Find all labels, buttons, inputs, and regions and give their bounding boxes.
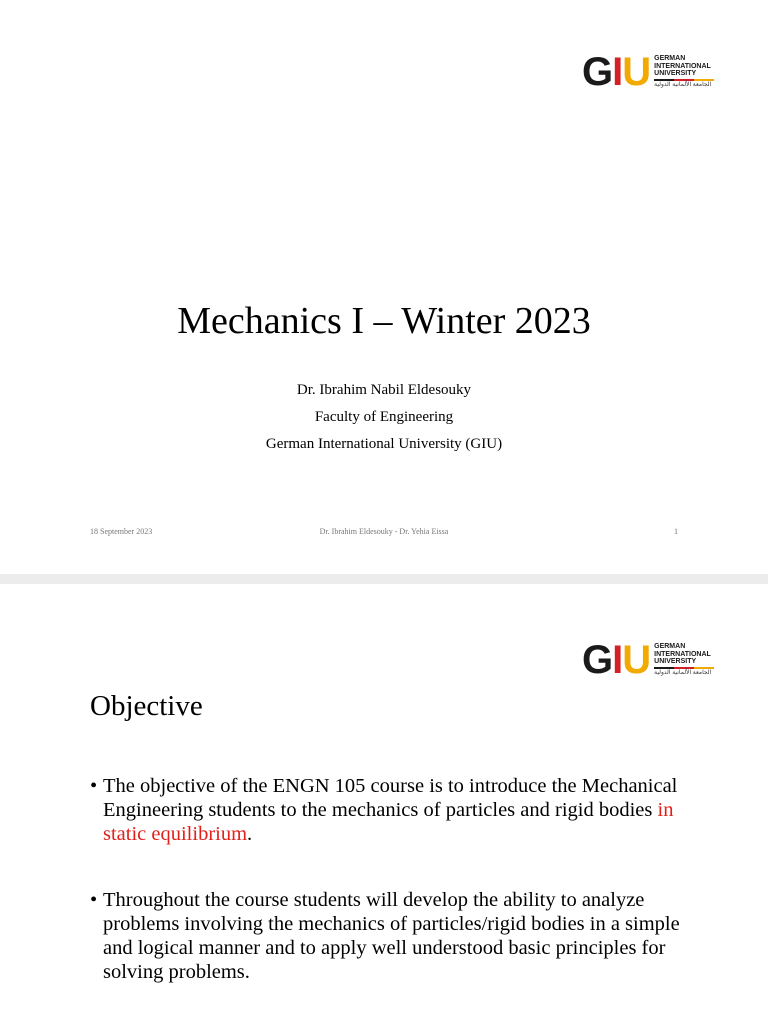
objective-slide bbox=[0, 588, 768, 1024]
author-name: Dr. Ibrahim Nabil Eldesouky bbox=[296, 382, 472, 398]
logo-line-3: UNIVERSITY bbox=[654, 70, 697, 77]
bullet-text bbox=[90, 774, 690, 846]
slide-divider bbox=[0, 574, 768, 584]
logo-letter-g: G bbox=[582, 638, 613, 682]
bullet-text-end: . bbox=[247, 823, 253, 845]
logo-wordmark bbox=[654, 643, 714, 677]
logo-letter-g: G bbox=[582, 50, 613, 94]
logo-letter-i: I bbox=[612, 638, 623, 682]
slide-title: Mechanics I – Winter 2023 bbox=[177, 300, 591, 342]
giu-logo bbox=[582, 52, 714, 92]
faculty-name: Faculty of Engineering bbox=[314, 409, 454, 425]
giu-logo bbox=[582, 640, 714, 680]
logo-arabic-text: الجامعة الألمانية الدولية bbox=[654, 669, 712, 676]
logo-line-2: INTERNATIONAL bbox=[654, 650, 711, 658]
logo-letters bbox=[582, 52, 650, 92]
logo-color-stripe bbox=[654, 667, 714, 669]
bullet-dot: • bbox=[90, 775, 98, 797]
footer-authors: Dr. Ibrahim Eldesouky - Dr. Yehia Eissa bbox=[319, 527, 449, 536]
bullet-text-start: The objective of the ENGN 105 course is to introduce the Mechanical Engineering students to the mechanics of particles and rigid bodies bbox=[103, 775, 678, 821]
university-name: German International University (GIU) bbox=[265, 436, 503, 452]
logo-letter-u: U bbox=[622, 50, 651, 94]
bullet-text: Throughout the course students will develop the ability to analyze problems involving the mechanics of particles/rigid bodies in a simple and logical manner and to apply well understood basic principles for solving problems. bbox=[103, 889, 680, 983]
bullet-highlight: in static equilibrium bbox=[103, 799, 674, 845]
logo-color-stripe bbox=[654, 79, 714, 81]
logo-letter-i: I bbox=[612, 50, 623, 94]
logo-line-1: GERMAN bbox=[654, 643, 686, 650]
logo-wordmark bbox=[654, 55, 714, 89]
logo-line-2: INTERNATIONAL bbox=[654, 62, 711, 70]
footer-page-number: 1 bbox=[674, 527, 678, 536]
bullet-item bbox=[90, 774, 690, 846]
logo-letter-u: U bbox=[622, 638, 651, 682]
bullet-dot: • bbox=[90, 889, 98, 911]
bullet-item bbox=[90, 888, 690, 984]
logo-line-3: UNIVERSITY bbox=[654, 658, 697, 665]
logo-line-1: GERMAN bbox=[654, 55, 686, 62]
logo-letters bbox=[582, 640, 650, 680]
footer-date: 18 September 2023 bbox=[90, 527, 153, 536]
slide-heading: Objective bbox=[90, 690, 203, 722]
logo-arabic-text: الجامعة الألمانية الدولية bbox=[654, 81, 712, 88]
